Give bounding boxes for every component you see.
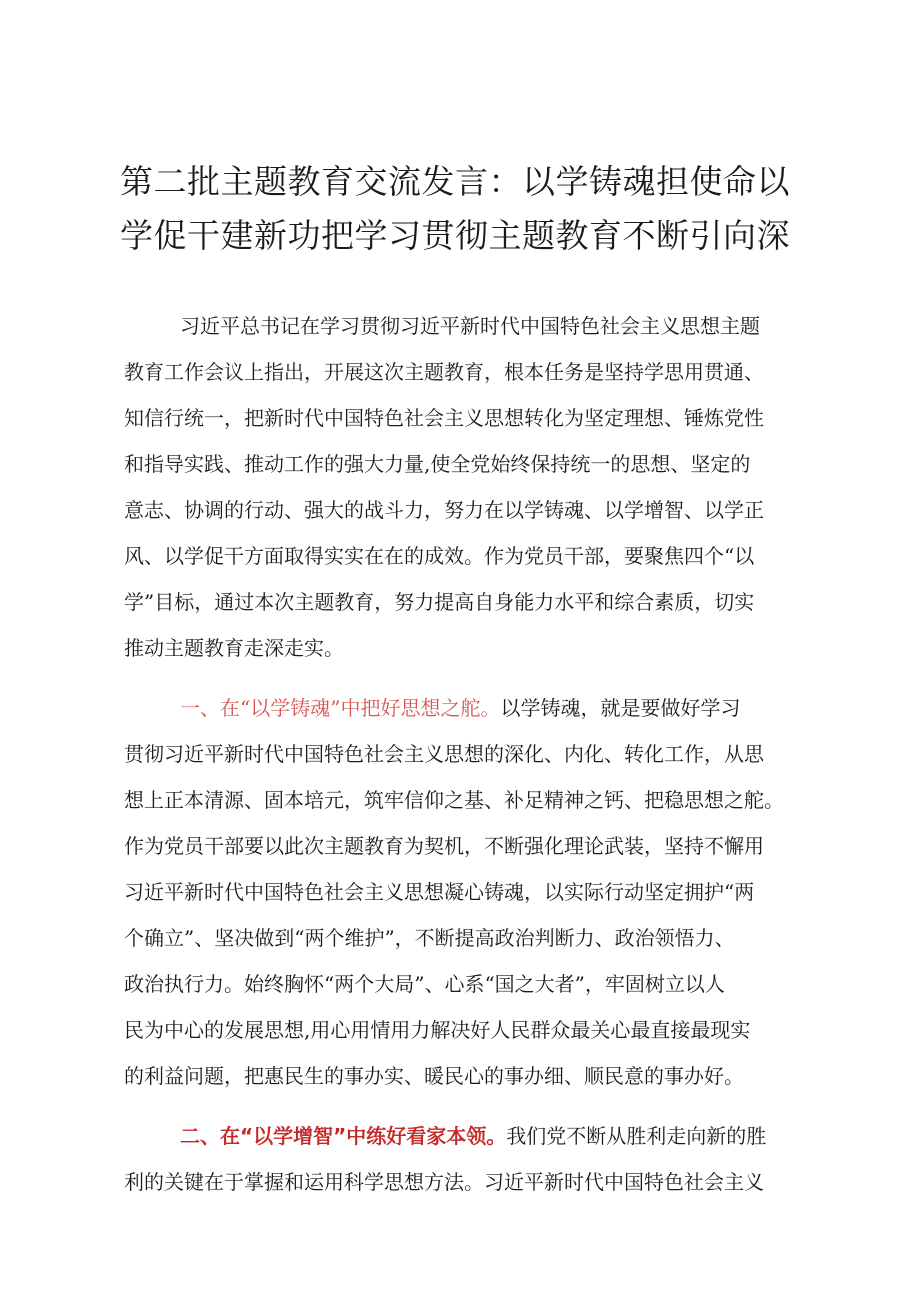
section-1-lead: 以学铸魂，就是要做好学习 [500, 696, 741, 720]
text-line: 个确立”、坚决做到“两个维护”，不断提高政治判断力、政治领悟力、 [124, 926, 735, 950]
section-2-lead: 我们党不断从胜利走向新的胜 [506, 1124, 767, 1148]
text-line [124, 1113, 824, 1159]
section-2-heading: 二、在“以学增智”中练好看家本领。 [180, 1124, 507, 1148]
section-2-paragraph [124, 1113, 824, 1205]
text-line: 习近平新时代中国特色社会主义思想凝心铸魂，以实际行动坚定拥护“两 [124, 880, 755, 904]
section-1-heading: 一、在“以学铸魂”中把好思想之舵。 [180, 696, 501, 720]
document-title [120, 155, 820, 263]
text-line: 知信行统一，把新时代中国特色社会主义思想转化为坚定理想、锤炼党性 [124, 406, 764, 430]
text-line: 政治执行力。始终胸怀“两个大局”、心系“国之大者”，牢固树立以人 [124, 972, 725, 996]
text-line: 学”目标，通过本次主题教育，努力提高自身能力水平和综合素质，切实 [124, 590, 755, 614]
text-line: 习近平总书记在学习贯彻习近平新时代中国特色社会主义思想主题 [180, 314, 760, 338]
document-body [124, 303, 824, 1205]
text-line: 利的关键在于掌握和运用科学思想方法。习近平新时代中国特色社会主义 [124, 1170, 764, 1194]
section-1-paragraph [124, 685, 824, 1099]
intro-paragraph [124, 303, 824, 671]
text-line: 意志、协调的行动、强大的战斗力，努力在以学铸魂、以学增智、以学正 [124, 498, 764, 522]
text-line: 作为党员干部要以此次主题教育为契机，不断强化理论武装，坚持不懈用 [124, 834, 764, 858]
text-line: 推动主题教育走深走实。 [124, 636, 344, 660]
text-line: 和指导实践、推动工作的强大力量,使全党始终保持统一的思想、坚定的 [124, 452, 751, 476]
text-line: 风、以学促干方面取得实实在在的成效。作为党员干部，要聚焦四个“以 [124, 544, 755, 568]
text-line: 的利益问题，把惠民生的事办实、暖民心的事办细、顺民意的事办好。 [124, 1064, 744, 1088]
title-line: 学促干建新功把学习贯彻主题教育不断引向深 [120, 216, 790, 255]
text-line: 想上正本清源、固本培元，筑牢信仰之基、补足精神之钙、把稳思想之舵。 [124, 788, 784, 812]
text-line: 贯彻习近平新时代中国特色社会主义思想的深化、内化、转化工作，从思 [124, 742, 764, 766]
text-line [124, 685, 824, 731]
text-line: 教育工作会议上指出，开展这次主题教育，根本任务是坚持学思用贯通、 [124, 360, 764, 384]
text-line: 民为中心的发展思想,用心用情用力解决好人民群众最关心最直接最现实 [124, 1018, 751, 1042]
title-line: 第二批主题教育交流发言：以学铸魂担使命以 [120, 162, 790, 201]
